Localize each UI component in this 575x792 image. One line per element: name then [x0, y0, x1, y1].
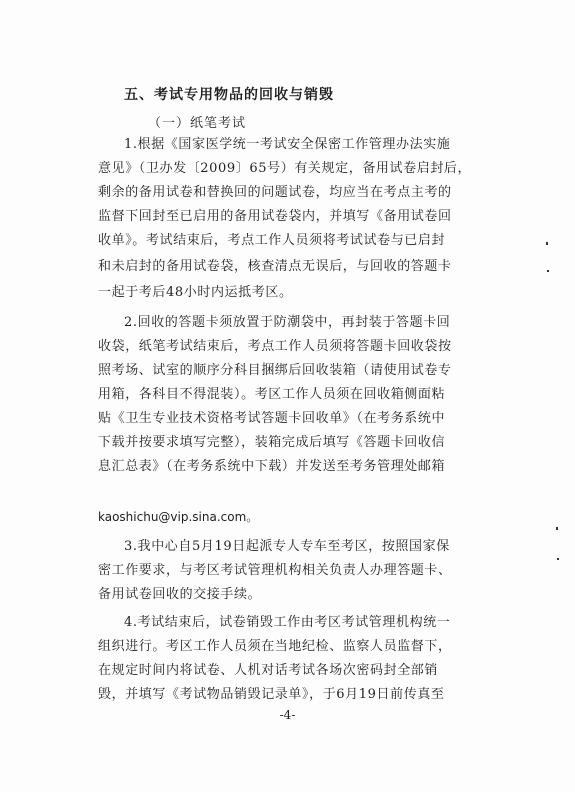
- paragraph-line: 和未启封的备用试卷袋，核查清点无误后，与回收的答题卡: [98, 259, 452, 274]
- paragraph-line: 下载并按要求填写完整），装箱完成后填写《答题卡回收信: [98, 435, 446, 450]
- section-heading: 五、考试专用物品的回收与销毁: [124, 87, 334, 103]
- paragraph-line: 一起于考后48小时内运抵考区。: [98, 285, 293, 300]
- paragraph-line: 3.我中心自5月19日起派专人专车至考区，按照国家保: [124, 539, 450, 554]
- paragraph-line: 监督下回封至已启用的备用试卷袋内，并填写《备用试卷回: [98, 209, 452, 224]
- scan-speck: [547, 270, 549, 272]
- scan-speck: [546, 242, 548, 245]
- paragraph-line: 密工作要求，与考区考试管理机构相关负责人办理答题卡、: [98, 563, 452, 578]
- paragraph-line: 意见》（卫办发〔2009〕65号）有关规定，备用试卷启封后，: [98, 161, 472, 176]
- paragraph-line: 用箱，各科目不得混装）。考区工作人员须在回收箱侧面粘: [98, 387, 446, 402]
- paragraph-line: 收袋，纸笔考试结束后，考点工作人员须将答题卡回收袋按: [98, 339, 452, 354]
- paragraph-line: 收单》。考试结束后，考点工作人员须将考试试卷与已启封: [98, 233, 446, 248]
- paragraph-line: 息汇总表》（在考务系统中下载）并发送至考务管理处邮箱: [98, 459, 446, 474]
- paragraph-line: 备用试卷回收的交接手续。: [98, 587, 262, 602]
- scan-speck: [557, 558, 559, 560]
- paragraph-line: 毁，并填写《考试物品销毁记录单》，于6月19日前传真至: [98, 687, 445, 702]
- paragraph-line: 1.根据《国家医学统一考试安全保密工作管理办法实施: [124, 137, 451, 152]
- paragraph-line: 组织进行。考区工作人员须在当地纪检、监察人员监督下，: [98, 639, 452, 654]
- paragraph-line: 4.考试结束后，试卷销毁工作由考区考试管理机构统一: [124, 615, 451, 630]
- email-address: kaoshichu@vip.sina.com。: [98, 510, 259, 524]
- paragraph-line: 贴《卫生专业技术资格考试答题卡回收单》（在考务系统中: [98, 411, 446, 426]
- subsection-heading: （一）纸笔考试: [148, 116, 247, 131]
- page-number: -4-: [279, 708, 296, 722]
- paragraph-line: 剩余的备用试卷和替换回的问题试卷，均应当在考点主考的: [98, 185, 452, 200]
- paragraph-line: 2.回收的答题卡须放置于防潮袋中，再封装于答题卡回: [124, 315, 451, 330]
- paragraph-line: 照考场、试室的顺序分科目捆绑后回收装箱（请使用试卷专: [98, 363, 452, 378]
- paragraph-line: 在规定时间内将试卷、人机对话考试各场次密码封全部销: [98, 663, 439, 678]
- scan-speck: [556, 527, 558, 530]
